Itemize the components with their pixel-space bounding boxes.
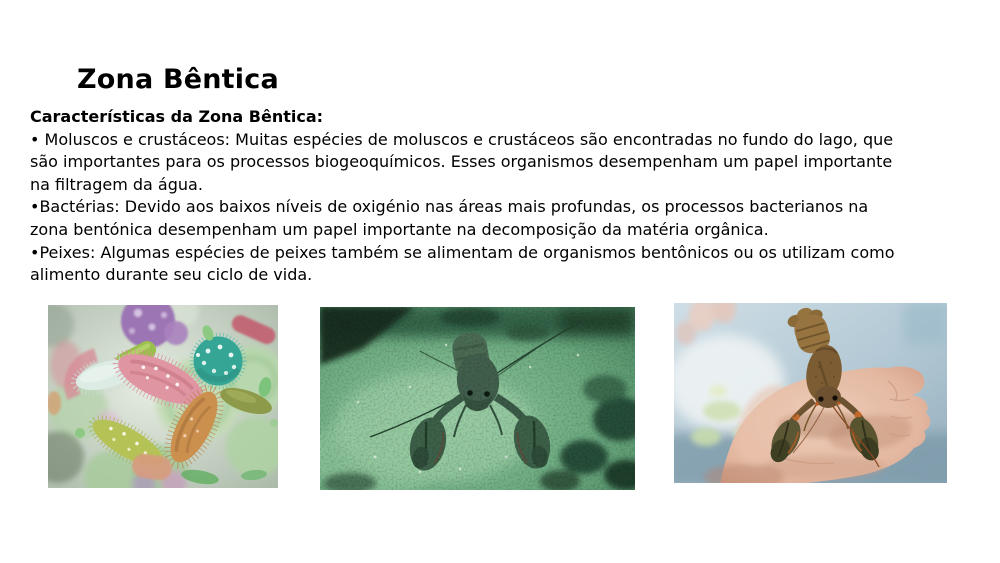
body-line-1: • Moluscos e crustáceos: Muitas espécies de moluscos e crustáceos são encontradas no fundo do lago, que (30, 129, 894, 149)
crayfish-underwater-image (320, 307, 635, 490)
bacteria-illustration-image (48, 305, 278, 488)
section-heading: Características da Zona Bêntica: (30, 107, 324, 126)
slide-title: Zona Bêntica (77, 64, 279, 96)
bacteria-photo (48, 305, 278, 488)
crayfish-in-hand-photo (674, 303, 947, 483)
body-line-3: na filtragem da água. (30, 174, 203, 194)
body-line-4: •Bactérias: Devido aos baixos níveis de oxigénio nas áreas mais profundas, os processos bacterianos na (30, 197, 869, 217)
crayfish-underwater-photo (320, 307, 635, 490)
crayfish-in-hand-image (674, 303, 947, 483)
body-text (30, 106, 894, 287)
body-line-5: zona bentónica desempenham um papel importante na decomposição da matéria orgânica. (30, 219, 769, 239)
body-line-6: •Peixes: Algumas espécies de peixes também se alimentam de organismos bentônicos ou os utilizam como (30, 242, 895, 262)
body-line-7: alimento durante seu ciclo de vida. (30, 265, 313, 285)
body-line-2: são importantes para os processos biogeoquímicos. Esses organismos desempenham um papel importante (30, 152, 893, 172)
